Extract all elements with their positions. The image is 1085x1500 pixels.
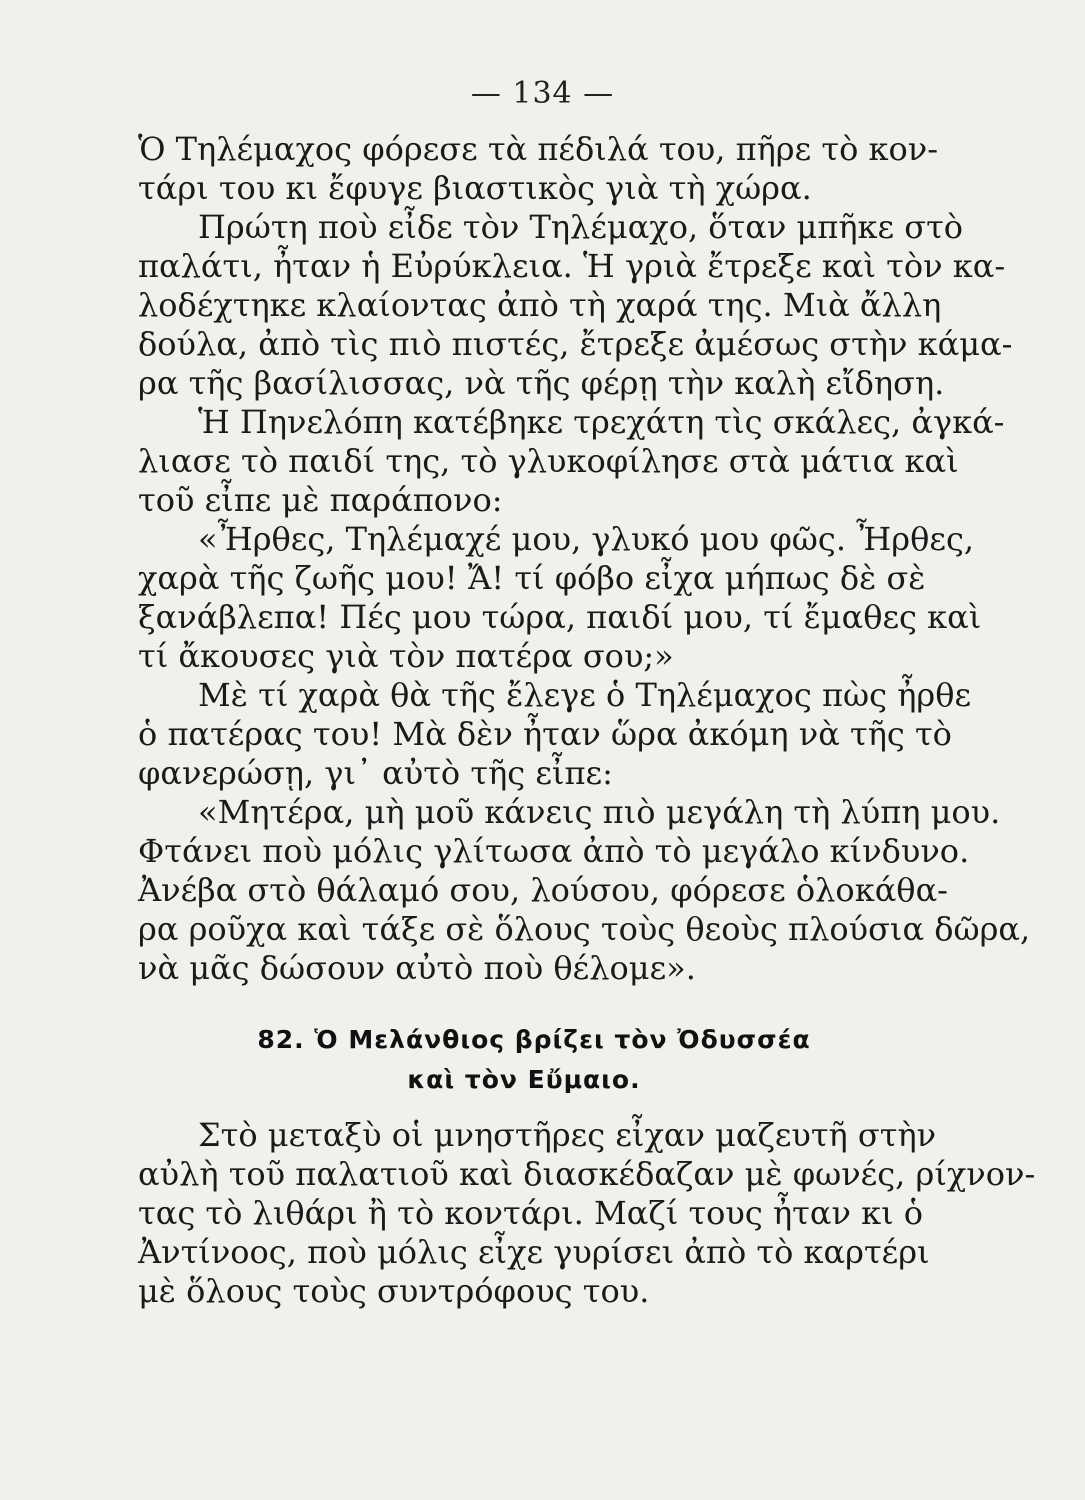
text-line: Ὁ Τηλέμαχος φόρεσε τὰ πέδιλά του, πῆρε τὸ κον- xyxy=(138,130,939,168)
text-line: Φτάνει ποὺ μόλις γλίτωσα ἀπὸ τὸ μεγάλο κίνδυνο. xyxy=(138,832,970,870)
text-line: ὁ πατέρας του! Μὰ δὲν ἦταν ὥρα ἀκόμη νὰ τῆς τὸ xyxy=(138,715,952,753)
text-line: τοῦ εἶπε μὲ παράπονο: xyxy=(138,481,503,519)
text-line: αὐλὴ τοῦ παλατιοῦ καὶ διασκέδαζαν μὲ φωνές, ρίχνον- xyxy=(138,1155,1036,1193)
text-line: τας τὸ λιθάρι ἢ τὸ κοντάρι. Μαζί τους ἦταν κι ὁ xyxy=(138,1194,924,1232)
text-line: νὰ μᾶς δώσουν αὐτὸ ποὺ θέλομε». xyxy=(138,949,696,987)
text-line: ρα ροῦχα καὶ τάξε σὲ ὅλους τοὺς θεοὺς πλούσια δῶρα, xyxy=(138,910,1031,948)
section-heading: 82. Ὁ Μελάνθιος βρίζει τὸν Ὀδυσσέα xyxy=(257,1025,811,1054)
text-line: τί ἄκουσες γιὰ τὸν πατέρα σου;» xyxy=(138,637,674,675)
text-line: τάρι του κι ἔφυγε βιαστικὸς γιὰ τὴ χώρα. xyxy=(138,169,812,207)
text-line: Ἡ Πηνελόπη κατέβηκε τρεχάτη τὶς σκάλες, ἀγκά- xyxy=(198,403,1005,441)
body-text xyxy=(138,130,1036,1311)
text-line: Πρώτη ποὺ εἶδε τὸν Τηλέμαχο, ὅταν μπῆκε στὸ xyxy=(198,208,964,246)
text-line: Μὲ τί χαρὰ θὰ τῆς ἔλεγε ὁ Τηλέμαχος πὼς ἦρθε xyxy=(198,676,972,714)
text-line: φανερώσῃ, γι᾿ αὐτὸ τῆς εἶπε: xyxy=(138,754,613,792)
text-line: Ἀντίνοος, ποὺ μόλις εἶχε γυρίσει ἀπὸ τὸ καρτέρι xyxy=(138,1233,930,1271)
text-line: Ἀνέβα στὸ θάλαμό σου, λούσου, φόρεσε ὁλοκάθα- xyxy=(138,871,948,909)
text-line: ξανάβλεπα! Πές μου τώρα, παιδί μου, τί ἔμαθες καὶ xyxy=(138,598,982,636)
page-number: — 134 — xyxy=(470,76,615,111)
section-heading-continued: καὶ τὸν Εὔμαιο. xyxy=(407,1065,641,1094)
text-line: «Ἦρθες, Τηλέμαχέ μου, γλυκό μου φῶς. Ἦρθες, xyxy=(198,520,975,558)
text-line: δούλα, ἀπὸ τὶς πιὸ πιστές, ἔτρεξε ἀμέσως στὴν κάμα- xyxy=(138,325,1013,363)
text-line: «Μητέρα, μὴ μοῦ κάνεις πιὸ μεγάλη τὴ λύπη μου. xyxy=(198,793,1001,831)
text-line: χαρὰ τῆς ζωῆς μου! Ἄ! τί φόβο εἶχα μήπως δὲ σὲ xyxy=(138,559,926,597)
text-line: Στὸ μεταξὺ οἱ μνηστῆρες εἶχαν μαζευτῆ στὴν xyxy=(198,1116,937,1154)
text-line: λιασε τὸ παιδί της, τὸ γλυκοφίλησε στὰ μάτια καὶ xyxy=(138,442,959,480)
text-line: παλάτι, ἦταν ἡ Εὐρύκλεια. Ἡ γριὰ ἔτρεξε καὶ τὸν κα- xyxy=(138,247,1006,285)
text-line: μὲ ὅλους τοὺς συντρόφους του. xyxy=(138,1272,650,1310)
text-line: λοδέχτηκε κλαίοντας ἀπὸ τὴ χαρά της. Μιὰ ἄλλη xyxy=(138,286,942,324)
text-line: ρα τῆς βασίλισσας, νὰ τῆς φέρῃ τὴν καλὴ εἴδηση. xyxy=(138,364,945,402)
